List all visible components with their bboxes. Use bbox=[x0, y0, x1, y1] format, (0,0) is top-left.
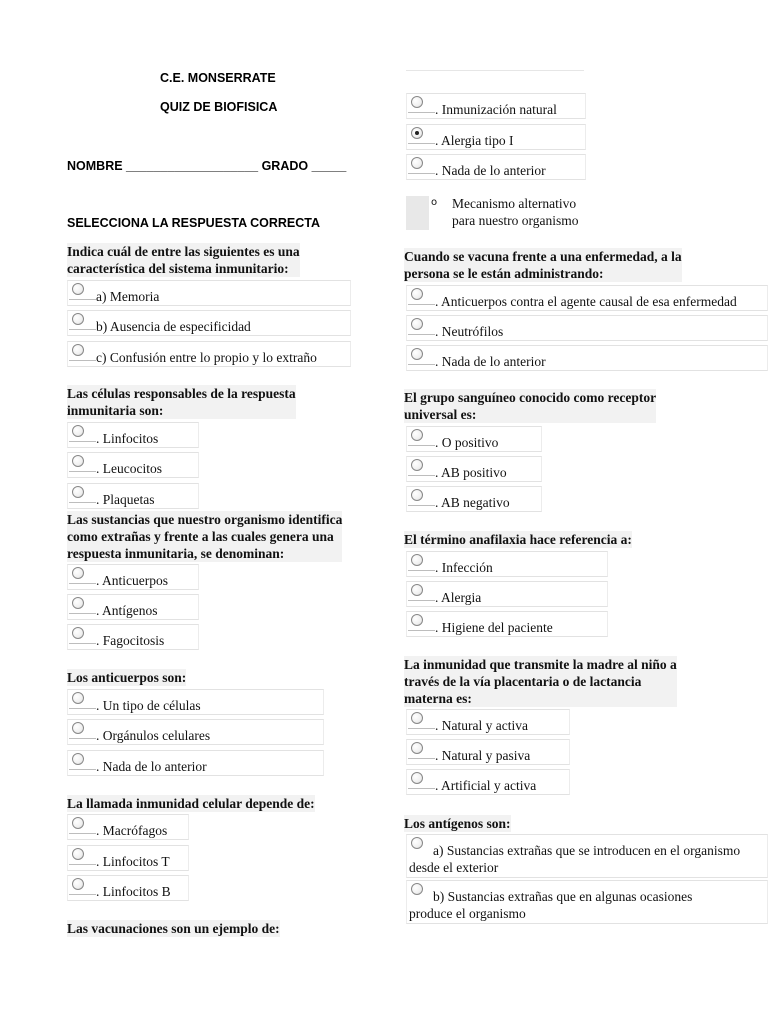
answer-option[interactable] bbox=[67, 341, 351, 367]
option-label: . Higiene del paciente bbox=[435, 620, 553, 635]
option-label: . Linfocitos bbox=[96, 431, 159, 446]
question-line: persona se le están administrando: bbox=[404, 266, 604, 281]
answer-option[interactable] bbox=[406, 426, 542, 452]
question-line: La llamada inmunidad celular depende de: bbox=[67, 796, 315, 811]
radio-button-icon[interactable] bbox=[411, 712, 423, 724]
answer-option[interactable] bbox=[406, 739, 570, 765]
answer-option[interactable] bbox=[406, 345, 768, 371]
option-label: . Plaquetas bbox=[96, 492, 155, 507]
radio-button-icon[interactable] bbox=[411, 883, 423, 895]
answer-option[interactable] bbox=[406, 93, 586, 119]
question-3 bbox=[67, 511, 342, 562]
radio-button-icon[interactable] bbox=[72, 597, 84, 609]
quiz-title: QUIZ DE BIOFISICA bbox=[160, 100, 278, 114]
answer-option[interactable] bbox=[67, 483, 199, 509]
option-label: . Linfocitos T bbox=[96, 854, 170, 869]
question-line: Las sustancias que nuestro organismo identifica bbox=[67, 512, 343, 527]
option-label: . Anticuerpos bbox=[96, 573, 168, 588]
answer-option[interactable] bbox=[406, 486, 542, 512]
question-line: través de la vía placentaria o de lactancia bbox=[404, 674, 642, 689]
answer-option[interactable] bbox=[67, 564, 199, 590]
answer-option[interactable] bbox=[67, 719, 324, 745]
option-label: . Inmunización natural bbox=[435, 102, 557, 117]
question-line: Indica cuál de entre las siguientes es una bbox=[67, 244, 300, 259]
question-line: Cuando se vacuna frente a una enfermedad, a la bbox=[404, 249, 682, 264]
option-label: c) Confusión entre lo propio y lo extraño bbox=[96, 350, 317, 365]
bullet-marker: o bbox=[431, 197, 438, 208]
answer-option[interactable] bbox=[67, 624, 199, 650]
question-line: Los anticuerpos son: bbox=[67, 670, 187, 685]
school-name: C.E. MONSERRATE bbox=[160, 71, 276, 85]
question-5 bbox=[67, 795, 315, 812]
option-label: . Anticuerpos contra el agente causal de esa enfermedad bbox=[435, 294, 737, 309]
question-line: La inmunidad que transmite la madre al niño a bbox=[404, 657, 677, 672]
radio-button-icon[interactable] bbox=[72, 425, 84, 437]
radio-button-icon[interactable] bbox=[411, 489, 423, 501]
question-line: Los antígenos son: bbox=[404, 816, 511, 831]
question-line: característica del sistema inmunitario: bbox=[67, 261, 289, 276]
answer-option-selected[interactable] bbox=[406, 124, 586, 150]
question-line: respuesta inmunitaria, se denominan: bbox=[67, 546, 285, 561]
answer-option[interactable] bbox=[67, 875, 189, 901]
radio-button-icon[interactable] bbox=[72, 627, 84, 639]
radio-button-icon[interactable] bbox=[72, 313, 84, 325]
option-label: . Natural y activa bbox=[435, 718, 528, 733]
option-label: . Leucocitos bbox=[96, 461, 162, 476]
answer-option[interactable] bbox=[406, 551, 608, 577]
option-label: . Orgánulos celulares bbox=[96, 728, 211, 743]
answer-option[interactable] bbox=[406, 154, 586, 180]
option-label: desde el exterior bbox=[409, 860, 499, 875]
option-label: . Infección bbox=[435, 560, 493, 575]
answer-option[interactable] bbox=[67, 280, 351, 306]
question-line: El término anafilaxia hace referencia a: bbox=[404, 532, 632, 547]
option-label: . Un tipo de células bbox=[96, 698, 201, 713]
radio-button-icon[interactable] bbox=[411, 614, 423, 626]
option-label: . Nada de lo anterior bbox=[435, 163, 546, 178]
answer-option[interactable] bbox=[67, 452, 199, 478]
option-label: . Alergia bbox=[435, 590, 482, 605]
radio-button-icon[interactable] bbox=[411, 157, 423, 169]
question-9 bbox=[404, 531, 632, 548]
answer-option[interactable] bbox=[406, 769, 570, 795]
question-line: Las células responsables de la respuesta bbox=[67, 386, 296, 401]
answer-option[interactable] bbox=[406, 285, 768, 311]
radio-button-icon[interactable] bbox=[411, 742, 423, 754]
question-line: Las vacunaciones son un ejemplo de: bbox=[67, 921, 280, 936]
option-label: a) Memoria bbox=[96, 289, 160, 304]
option-label: . Artificial y activa bbox=[435, 778, 537, 793]
radio-button-icon[interactable] bbox=[411, 348, 423, 360]
option-label: . Linfocitos B bbox=[96, 884, 171, 899]
radio-button-icon[interactable] bbox=[72, 817, 84, 829]
divider bbox=[406, 70, 584, 71]
answer-option[interactable] bbox=[67, 594, 199, 620]
answer-option[interactable] bbox=[406, 880, 768, 924]
answer-option[interactable] bbox=[67, 422, 199, 448]
option-label: . Fagocitosis bbox=[96, 633, 165, 648]
question-2 bbox=[67, 385, 296, 419]
radio-button-icon[interactable] bbox=[411, 772, 423, 784]
option-label: . Natural y pasiva bbox=[435, 748, 531, 763]
radio-button-icon[interactable] bbox=[411, 429, 423, 441]
radio-button-icon[interactable] bbox=[72, 722, 84, 734]
question-line: El grupo sanguíneo conocido como receptor bbox=[404, 390, 657, 405]
option-label: . Alergia tipo I bbox=[435, 133, 514, 148]
radio-button-icon[interactable] bbox=[72, 848, 84, 860]
bullet-line: Mecanismo alternativo bbox=[452, 196, 577, 211]
instruction: SELECCIONA LA RESPUESTA CORRECTA bbox=[67, 216, 321, 230]
radio-button-icon[interactable] bbox=[72, 567, 84, 579]
radio-button-icon[interactable] bbox=[72, 753, 84, 765]
radio-button-icon[interactable] bbox=[411, 554, 423, 566]
radio-button-icon[interactable] bbox=[411, 584, 423, 596]
option-label: . O positivo bbox=[435, 435, 499, 450]
option-label: b) Sustancias extrañas que en algunas ocasiones bbox=[433, 889, 693, 904]
answer-option[interactable] bbox=[406, 315, 768, 341]
radio-button-icon[interactable] bbox=[72, 455, 84, 467]
bullet-line: para nuestro organismo bbox=[452, 213, 579, 228]
option-label: . Macrófagos bbox=[96, 823, 168, 838]
question-line: como extrañas y frente a las cuales genera una bbox=[67, 529, 334, 544]
question-1 bbox=[67, 243, 300, 277]
option-placeholder-box bbox=[406, 196, 429, 230]
answer-option[interactable] bbox=[67, 689, 324, 715]
question-line: universal es: bbox=[404, 407, 477, 422]
answer-option[interactable] bbox=[406, 834, 768, 878]
option-label: . Nada de lo anterior bbox=[96, 759, 207, 774]
question-8 bbox=[404, 389, 656, 423]
radio-button-icon[interactable] bbox=[72, 283, 84, 295]
question-7 bbox=[404, 248, 682, 282]
question-6 bbox=[67, 920, 280, 937]
answer-option[interactable] bbox=[406, 611, 608, 637]
answer-option[interactable] bbox=[67, 310, 351, 336]
name-grade-line: NOMBRE ___________________ GRADO _____ bbox=[67, 159, 347, 173]
option-label: produce el organismo bbox=[409, 906, 526, 921]
question-10 bbox=[404, 656, 677, 707]
radio-button-icon[interactable] bbox=[411, 288, 423, 300]
answer-option[interactable] bbox=[67, 845, 189, 871]
question-11 bbox=[404, 815, 511, 832]
answer-option[interactable] bbox=[67, 750, 324, 776]
option-label: b) Ausencia de especificidad bbox=[96, 319, 251, 334]
option-label: . AB negativo bbox=[435, 495, 510, 510]
radio-button-icon[interactable] bbox=[72, 486, 84, 498]
radio-button-icon[interactable] bbox=[411, 837, 423, 849]
question-line: materna es: bbox=[404, 691, 472, 706]
option-label: . Antígenos bbox=[96, 603, 158, 618]
question-4 bbox=[67, 669, 186, 686]
radio-button-icon[interactable] bbox=[411, 96, 423, 108]
option-label: . AB positivo bbox=[435, 465, 507, 480]
answer-option[interactable] bbox=[406, 456, 542, 482]
radio-button-icon[interactable] bbox=[411, 459, 423, 471]
question-line: inmunitaria son: bbox=[67, 403, 164, 418]
radio-button-icon[interactable] bbox=[411, 318, 423, 330]
answer-option[interactable] bbox=[406, 581, 608, 607]
option-label: a) Sustancias extrañas que se introducen en el organismo bbox=[433, 843, 741, 858]
bullet-text bbox=[452, 195, 578, 229]
answer-option[interactable] bbox=[67, 814, 189, 840]
radio-button-icon[interactable] bbox=[72, 878, 84, 890]
radio-button-icon[interactable] bbox=[72, 692, 84, 704]
radio-button-icon[interactable] bbox=[72, 344, 84, 356]
option-label: . Neutrófilos bbox=[435, 324, 504, 339]
radio-selected-icon[interactable] bbox=[411, 127, 423, 139]
answer-option[interactable] bbox=[406, 709, 570, 735]
option-label: . Nada de lo anterior bbox=[435, 354, 546, 369]
